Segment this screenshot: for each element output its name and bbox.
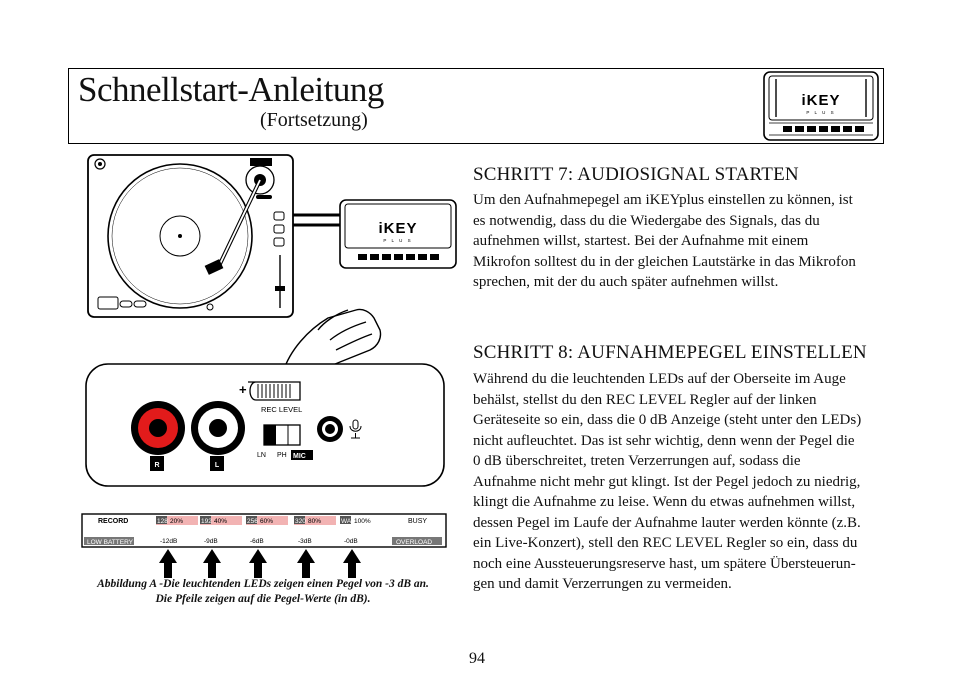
step8-line: Während du die leuchtenden LEDs auf der Oberseite im Auge <box>473 371 846 387</box>
svg-text:+: + <box>239 382 247 397</box>
arrow-up-icon <box>159 549 177 578</box>
led-panel <box>82 514 446 547</box>
device-logo: iKEY <box>801 92 841 109</box>
low-battery-label: LOW BATTERY <box>87 539 133 546</box>
step7-line: es notwendig, dass du die Wiedergabe des Signals, das du <box>473 212 820 229</box>
step8-line: klingt die Aufnahme zu leise. Wenn du etwas aufnehmen willst, <box>473 494 856 510</box>
bitrate-code: WAV <box>341 518 356 525</box>
ikey-side-panel <box>86 364 444 486</box>
step8-line: ein Live-Konzert), stell den REC LEVEL Regler so ein, dass du <box>473 535 858 551</box>
bitrate-pct: 20% <box>170 518 184 525</box>
bitrate-pct: 60% <box>260 518 274 525</box>
db-label: -12dB <box>160 538 178 545</box>
bitrate-code: 256 <box>247 518 258 525</box>
switch-ln-label: LN <box>257 452 266 459</box>
setup-illustration <box>78 150 458 585</box>
step8-line: 0 dB überschreitet, treten Verzerrungen auf, sodass die <box>473 453 801 469</box>
step8-line: Aufnahme nicht mehr gut klingt. Ist der Pegel jedoch zu niedrig, <box>473 473 861 490</box>
figure-caption <box>78 577 448 607</box>
rec-level-label: REC LEVEL <box>261 405 303 414</box>
ikey-device-icon <box>763 71 879 141</box>
record-label: RECORD <box>98 518 129 525</box>
level-arrows <box>159 549 361 578</box>
device-logo: iKEY <box>378 220 418 237</box>
overload-label: OVERLOAD <box>396 539 433 546</box>
page-title: Schnellstart-Anleitung <box>78 70 384 109</box>
page-number: 94 <box>469 650 485 667</box>
page-subtitle: (Fortsetzung) <box>260 109 368 131</box>
bitrate-code: 320 <box>295 518 306 525</box>
step8-line: Geräteseite so ein, dass die 0 dB Anzeige (steht unter den LEDs) <box>473 412 862 428</box>
bitrate-pct: 80% <box>308 518 322 525</box>
step7-line: Um den Aufnahmepegel am iKEYplus einstellen zu können, ist <box>473 192 853 208</box>
arrow-up-icon <box>203 549 221 578</box>
step8-heading: SCHRITT 8: AUFNAHMEPEGEL EINSTELLEN <box>473 342 867 363</box>
jack-l-label: L <box>214 462 220 469</box>
step8-line: noch eine Aussteuerungsreserve hast, um spätere Übersteuerun- <box>473 555 856 572</box>
device-logo-sub: P L U S <box>806 110 836 115</box>
db-label: -6dB <box>250 538 264 545</box>
arrow-up-icon <box>343 549 361 578</box>
bitrate-code: 192 <box>201 518 212 525</box>
caption-line-2: Die Pfeile zeigen auf die Pegel-Werte (in dB). <box>155 593 371 605</box>
step8-line: behälst, stellst du den REC LEVEL Regler auf der linken <box>473 391 817 408</box>
step8-body <box>473 369 873 595</box>
step7-line: Mikrofon solltest du in der gleichen Lautstärke in das Mikrofon <box>473 253 856 270</box>
busy-label: BUSY <box>408 518 428 525</box>
arrow-up-icon <box>297 549 315 578</box>
db-label: -0dB <box>344 538 358 545</box>
bitrate-pct: 100% <box>354 518 371 525</box>
step8-line: nicht aufleuchtet. Das ist sehr wichtig, denn wenn der Pegel die <box>473 432 855 449</box>
ikey-device-small-icon <box>340 200 456 268</box>
step8-line: dessen Pegel im Laufe der Aufnahme lauter werden könnte (z.B. <box>473 514 861 531</box>
arrow-up-icon <box>249 549 267 578</box>
bitrate-code: 128 <box>157 518 168 525</box>
turntable-icon <box>88 155 293 317</box>
db-label: -9dB <box>204 538 218 545</box>
db-label: -3dB <box>298 538 312 545</box>
step7-line: aufnehmen willst, startest. Bei der Aufnahme mit einem <box>473 233 809 249</box>
switch-mic-label: MIC <box>293 453 306 460</box>
caption-line-1: Abbildung A -Die leuchtenden LEDs zeigen einen Pegel von -3 dB an. <box>97 578 429 590</box>
bitrate-pct: 40% <box>214 518 228 525</box>
jack-r-label: R <box>154 462 160 469</box>
step7-line: sprechen, mit der du auch später aufnehmen willst. <box>473 274 779 290</box>
device-logo-sub: P L U S <box>383 238 413 243</box>
step8-line: gen und damit Verzerrungen zu vermeiden. <box>473 576 732 592</box>
step7-heading: SCHRITT 7: AUDIOSIGNAL STARTEN <box>473 164 799 185</box>
switch-ph-label: PH <box>277 452 287 459</box>
step7-body <box>473 190 873 293</box>
